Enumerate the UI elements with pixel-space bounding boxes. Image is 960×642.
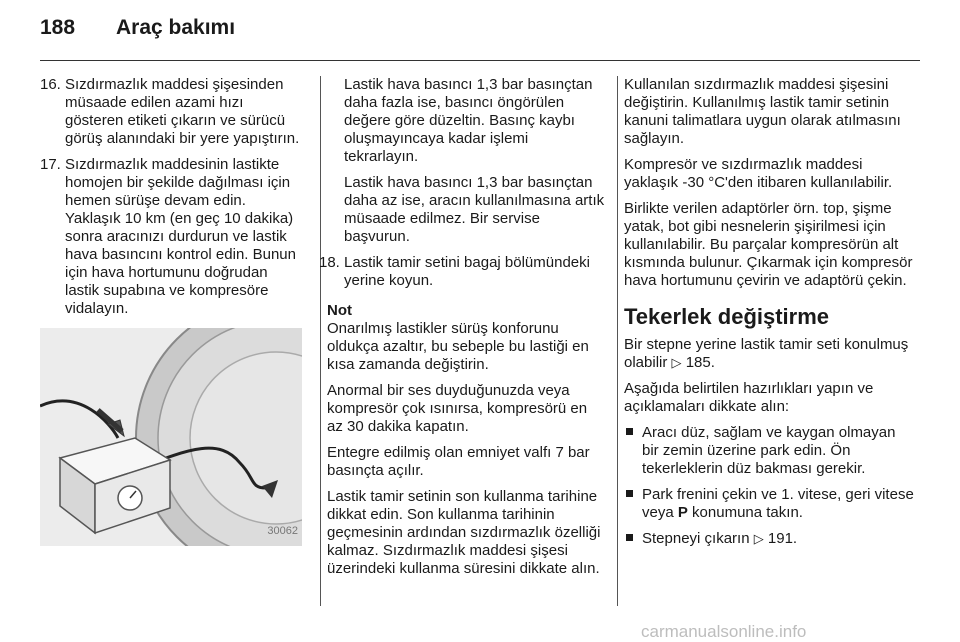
bullet-icon	[626, 490, 633, 497]
note-paragraph: Onarılmış lastikler sürüş konforunu oldukça azaltır, bu sebeple bu lastiği en kısa zamanda değiştirin.	[327, 320, 589, 373]
step-16	[40, 76, 302, 148]
bullet-text: Stepneyi çıkarın	[642, 530, 750, 547]
page-reference: 185.	[685, 354, 715, 371]
step-text: Lastik tamir setini bagaj bölümündeki yerine koyun.	[344, 254, 590, 289]
column-2	[319, 76, 606, 586]
bullet-icon	[626, 428, 633, 435]
page-title: Araç bakımı	[116, 16, 236, 39]
paragraph-text: Bir stepne yerine lastik tamir seti konulmuş olabilir	[624, 336, 909, 371]
paragraph: Lastik hava basıncı 1,3 bar basınçtan daha fazla ise, basıncı öngörülen değere göre düzeltin. Basınç kaybı oluşmayıncaya kadar işlemi tekrarlayın.	[344, 76, 593, 165]
step-number: 17.	[40, 156, 61, 173]
paragraph: Kompresör ve sızdırmazlık maddesi yaklaşık -30 °C'den itibaren kullanılabilir.	[624, 156, 893, 191]
compressor-illustration	[40, 328, 302, 546]
step-18	[319, 254, 606, 290]
bullet-text: konumuna takın.	[692, 504, 803, 521]
step-number: 18.	[319, 254, 340, 271]
gear-position: P	[677, 504, 688, 521]
section-heading: Tekerlek değiştirme	[624, 304, 830, 329]
paragraph: Lastik hava basıncı 1,3 bar basınçtan daha az ise, aracın kullanılmasına artık müsaade edilmez. Bir servise başvurun.	[344, 174, 605, 245]
bullet-item	[624, 486, 914, 522]
bullet-item	[624, 530, 914, 548]
step-17	[40, 156, 302, 318]
bullet-item	[624, 424, 914, 478]
watermark: carmanualsonline.info	[641, 622, 807, 641]
column-divider-2	[617, 76, 618, 606]
page-header	[40, 16, 920, 56]
step-number: 16.	[40, 76, 61, 93]
page-reference: 191.	[767, 530, 798, 547]
page-number: 188	[40, 16, 76, 39]
bullet-text: Park frenini çekin ve 1. vitese, geri vitese veya	[642, 486, 914, 521]
paragraph: Kullanılan sızdırmazlık maddesi şişesini değiştirin. Kullanılmış lastik tamir setinin kanuni talimatlara uygun olarak atılmasını sağlayın.	[624, 76, 901, 147]
paragraph	[624, 336, 914, 372]
column-1	[40, 76, 302, 546]
figure-label: 30062	[267, 525, 298, 537]
note-paragraph: Lastik tamir setinin son kullanma tarihine dikkat edin. Son kullanma tarihinin geçmesinin ardından sızdırmazlık özelliği kalmaz. Sızdırmazlık maddesi şişesi üzerindeki kullanma süresini dikkate alın.	[327, 488, 601, 577]
paragraph: Birlikte verilen adaptörler örn. top, şişme yatak, bot gibi nesnelerin şişirilmesi için kullanılabilir. Bu parçalar kompresörün alt kısmında bulunur. Çıkarmak için kompresör hava hortumunu çevirin ve adaptörü çekin.	[624, 200, 913, 289]
page-reference-icon: ▷	[671, 355, 682, 370]
bullet-text: Aracı düz, sağlam ve kaygan olmayan bir zemin üzerine park edin. Ön tekerleklerin düz bakması gerekir.	[642, 424, 896, 477]
note-block	[327, 320, 606, 578]
page-reference-icon: ▷	[753, 531, 764, 546]
note-paragraph: Entegre edilmiş olan emniyet valfı 7 bar basınçta açılır.	[327, 444, 590, 479]
paragraph: Aşağıda belirtilen hazırlıkları yapın ve açıklamaları dikkate alın:	[624, 380, 874, 415]
bullet-icon	[626, 534, 633, 541]
column-3	[624, 76, 914, 556]
column-divider-1	[320, 76, 321, 606]
compressor-drawing	[40, 328, 302, 546]
step-text: Sızdırmazlık maddesi şişesinden müsaade edilen azami hızı gösteren etiketi çıkarın ve sürücü görüş alanındaki bir yere yapıştırın.	[65, 76, 300, 147]
header-rule	[40, 60, 920, 61]
note-paragraph: Anormal bir ses duyduğunuzda veya kompresör çok ısınırsa, kompresörü en az 30 dakika kapatın.	[327, 382, 588, 435]
step-text: Sızdırmazlık maddesinin lastikte homojen bir şekilde dağılması için hemen sürüşe devam edin. Yaklaşık 10 km (en geç 10 dakika) sonra aracınızı durdurun ve lastik hava basıncını kontrol edin. Bunun için hava hortumunu doğrudan lastik supabına ve kompresöre vidalayın.	[65, 156, 296, 317]
note-heading: Not	[327, 302, 352, 319]
